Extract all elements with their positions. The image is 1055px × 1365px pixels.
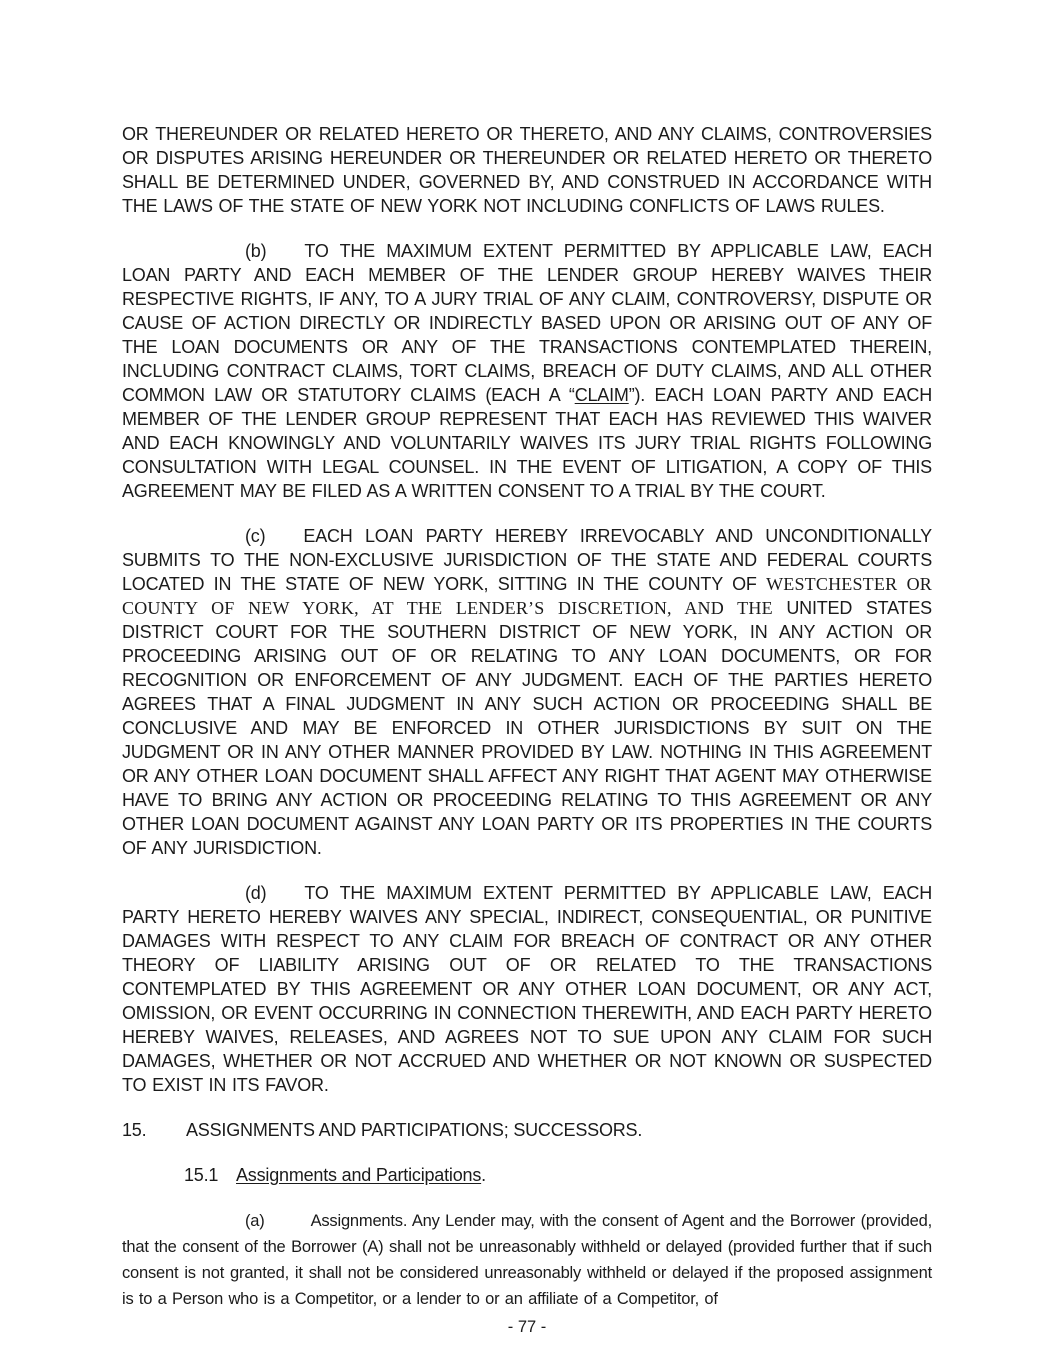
paragraph-c-serif-insert: WESTCHESTER OR COUNTY OF NEW YORK, AT THE LENDER’S DISCRETION, AND THE xyxy=(122,574,932,618)
paragraph-c-label: (c) xyxy=(245,526,266,546)
paragraph-b-jury-waiver xyxy=(122,239,932,503)
paragraph-d-damages-waiver xyxy=(122,881,932,1097)
section-15-1-number: 15.1 xyxy=(184,1165,219,1185)
page-number: - 77 - xyxy=(507,1318,547,1336)
defined-term-claim: CLAIM xyxy=(574,385,629,405)
section-15-1-title: Assignments and Participations xyxy=(236,1165,482,1185)
section-15-heading xyxy=(122,1118,932,1142)
paragraph-b-label: (b) xyxy=(245,241,267,261)
paragraph-a-label: (a) xyxy=(245,1212,265,1230)
paragraph-b-text-after-claim: ”). EACH LOAN PARTY AND EACH MEMBER OF THE LENDER GROUP REPRESENT THAT EACH HAS REVIEWED THIS WAIVER AND EACH KNOWINGLY AND VOLUNTARILY WAIVES ITS JURY TRIAL RIGHTS FOLLOWING CONSULTATION WITH LEGAL COUNSEL. IN THE EVENT OF LITIGATION, A COPY OF THIS AGREEMENT MAY BE FILED AS A WRITTEN CONSENT TO A TRIAL BY THE COURT. xyxy=(122,385,932,501)
paragraph-governing-law-text: OR THEREUNDER OR RELATED HERETO OR THERETO, AND ANY CLAIMS, CONTROVERSIES OR DISPUTES ARISING HEREUNDER OR THEREUNDER OR RELATED HERETO OR THERETO SHALL BE DETERMINED UNDER, GOVERNED BY, AND CONSTRUED IN ACCORDANCE WITH THE LAWS OF THE STATE OF NEW YORK NOT INCLUDING CONFLICTS OF LAWS RULES. xyxy=(122,124,932,216)
paragraph-c-text-part2: UNITED STATES DISTRICT COURT FOR THE SOUTHERN DISTRICT OF NEW YORK, IN ANY ACTION OR PROCEEDING ARISING OUT OF OR RELATING TO ANY LOAN DOCUMENTS, OR FOR RECOGNITION OR ENFORCEMENT OF ANY JUDGMENT. EACH OF THE PARTIES HERETO AGREES THAT A FINAL JUDGMENT IN ANY SUCH ACTION OR PROCEEDING SHALL BE CONCLUSIVE AND MAY BE ENFORCED IN OTHER JURISDICTIONS BY SUIT ON THE JUDGMENT OR IN ANY OTHER MANNER PROVIDED BY LAW. NOTHING IN THIS AGREEMENT OR ANY OTHER LOAN DOCUMENT SHALL AFFECT ANY RIGHT THAT AGENT MAY OTHERWISE HAVE TO BRING ANY ACTION OR PROCEEDING RELATING TO THIS AGREEMENT OR ANY OTHER LOAN DOCUMENT AGAINST ANY LOAN PARTY OR ITS PROPERTIES IN THE COURTS OF ANY JURISDICTION. xyxy=(122,598,932,858)
section-15-1-heading xyxy=(122,1163,932,1187)
paragraph-governing-law xyxy=(122,122,932,218)
section-15-title: ASSIGNMENTS AND PARTICIPATIONS; SUCCESSORS. xyxy=(186,1120,643,1140)
paragraph-c-text-part1: EACH LOAN PARTY HEREBY IRREVOCABLY AND UNCONDITIONALLY SUBMITS TO THE NON-EXCLUSIVE JURISDICTION OF THE STATE AND FEDERAL COURTS LOCATED IN THE STATE OF NEW YORK, SITTING IN THE COUNTY OF xyxy=(122,526,932,594)
section-15-number: 15. xyxy=(122,1120,147,1140)
paragraph-b-text-before-claim: TO THE MAXIMUM EXTENT PERMITTED BY APPLICABLE LAW, EACH LOAN PARTY AND EACH MEMBER OF THE LENDER GROUP HEREBY WAIVES THEIR RESPECTIVE RIGHTS, IF ANY, TO A JURY TRIAL OF ANY CLAIM, CONTROVERSY, DISPUTE OR CAUSE OF ACTION DIRECTLY OR INDIRECTLY BASED UPON OR ARISING OUT OF ANY OF THE LOAN DOCUMENTS OR ANY OF THE TRANSACTIONS CONTEMPLATED THEREIN, INCLUDING CONTRACT CLAIMS, TORT CLAIMS, BREACH OF DUTY CLAIMS, AND ALL OTHER COMMON LAW OR STATUTORY CLAIMS (EACH A “ xyxy=(122,241,932,405)
section-15-1-period: . xyxy=(481,1165,486,1185)
paragraph-a-assignments xyxy=(122,1208,932,1312)
paragraph-d-text: TO THE MAXIMUM EXTENT PERMITTED BY APPLICABLE LAW, EACH PARTY HERETO HEREBY WAIVES ANY SPECIAL, INDIRECT, CONSEQUENTIAL, OR PUNITIVE DAMAGES WITH RESPECT TO ANY CLAIM FOR BREACH OF CONTRACT OR ANY OTHER THEORY OF LIABILITY ARISING OUT OF OR RELATED TO THE TRANSACTIONS CONTEMPLATED BY THIS AGREEMENT OR ANY OTHER LOAN DOCUMENT, OR ANY ACT, OMISSION, OR EVENT OCCURRING IN CONNECTION THEREWITH, AND EACH PARTY HERETO HEREBY WAIVES, RELEASES, AND AGREES NOT TO SUE UPON ANY CLAIM FOR SUCH DAMAGES, WHETHER OR NOT ACCRUED AND WHETHER OR NOT KNOWN OR SUSPECTED TO EXIST IN ITS FAVOR. xyxy=(122,883,932,1095)
paragraph-d-label: (d) xyxy=(245,883,267,903)
paragraph-a-text: Assignments. Any Lender may, with the consent of Agent and the Borrower (provided, that the consent of the Borrower (A) shall not be unreasonably withheld or delayed (provided further that if such consent is not granted, it shall not be considered unreasonably withheld or delayed if the proposed assignment is to a Person who is a Competitor, or a lender to or an affiliate of a Competitor, of xyxy=(122,1212,932,1308)
paragraph-c-jurisdiction xyxy=(122,524,932,860)
